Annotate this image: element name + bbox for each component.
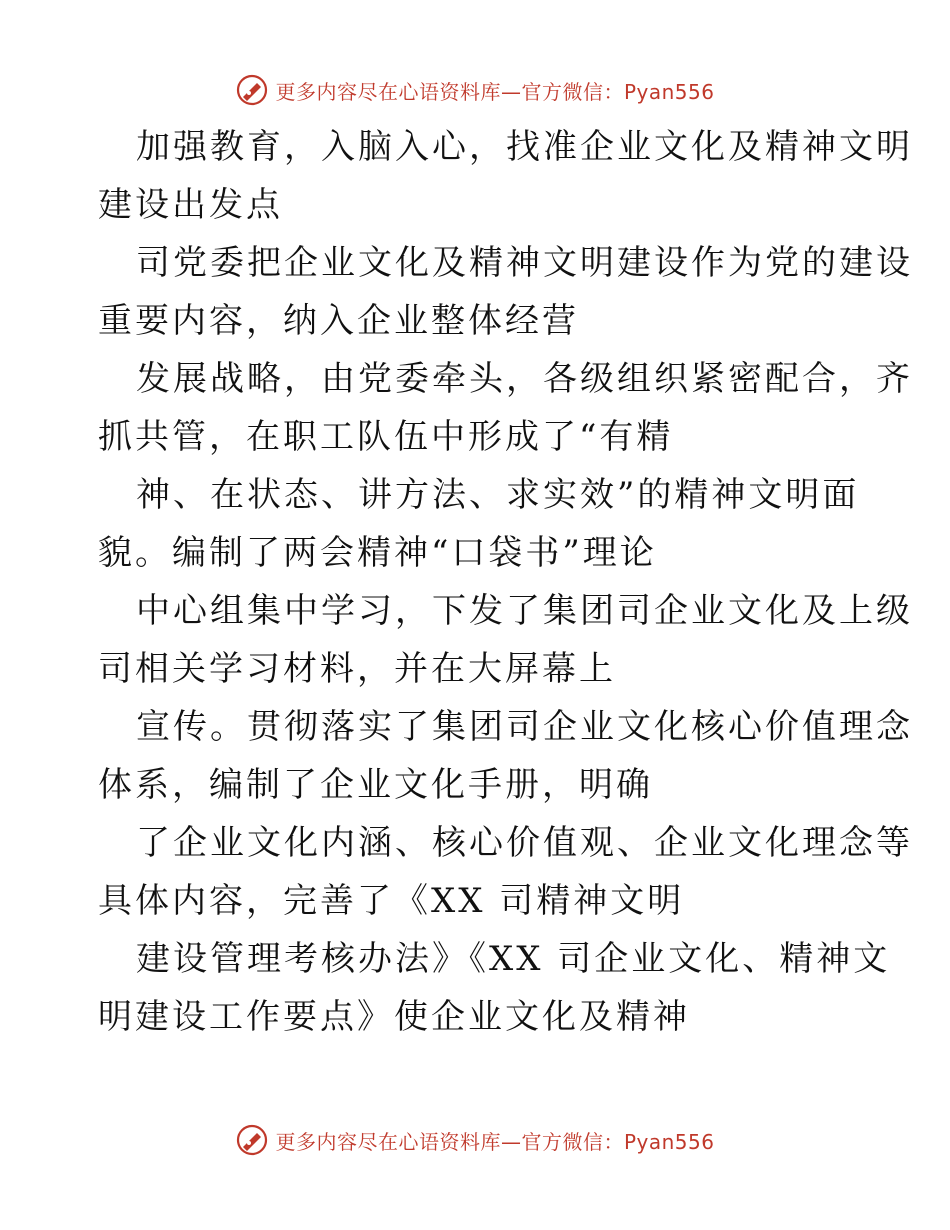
body-line: 了企业文化内涵、核心价值观、企业文化理念等 (136, 823, 913, 863)
body-line: 明建设工作要点》使企业文化及精神 (98, 997, 690, 1037)
body-line: 司党委把企业文化及精神文明建设作为党的建设 (136, 243, 913, 283)
body-line: 加强教育，入脑入心，找准企业文化及精神文明 (136, 127, 913, 167)
body-line: 具体内容，完善了《XX 司精神文明 (98, 881, 685, 921)
body-line: 宣传。贯彻落实了集团司企业文化核心价值理念 (136, 707, 913, 747)
body-line: 中心组集中学习，下发了集团司企业文化及上级 (136, 591, 913, 631)
body-line: 貌。编制了两会精神“口袋书”理论 (98, 533, 657, 573)
body-line: 体系，编制了企业文化手册，明确 (98, 765, 653, 805)
header-banner-text: 更多内容尽在心语资料库—官方微信：Pyan556 (275, 79, 715, 104)
footer-banner (0, 1120, 950, 1160)
pen-nib-logo-icon (235, 73, 269, 107)
header-banner (0, 70, 950, 110)
body-line: 司相关学习材料，并在大屏幕上 (98, 649, 616, 689)
footer-banner-text: 更多内容尽在心语资料库—官方微信：Pyan556 (275, 1129, 715, 1154)
body-line: 建设出发点 (98, 185, 283, 225)
body-line: 神、在状态、讲方法、求实效”的精神文明面 (136, 475, 860, 515)
document-body (98, 118, 913, 1046)
body-line: 发展战略，由党委牵头，各级组织紧密配合，齐 (136, 359, 913, 399)
body-line: 重要内容，纳入企业整体经营 (98, 301, 579, 341)
body-line: 抓共管，在职工队伍中形成了“有精 (98, 417, 674, 457)
pen-nib-logo-icon (235, 1123, 269, 1157)
body-line: 建设管理考核办法》《XX 司企业文化、精神文 (136, 939, 891, 979)
